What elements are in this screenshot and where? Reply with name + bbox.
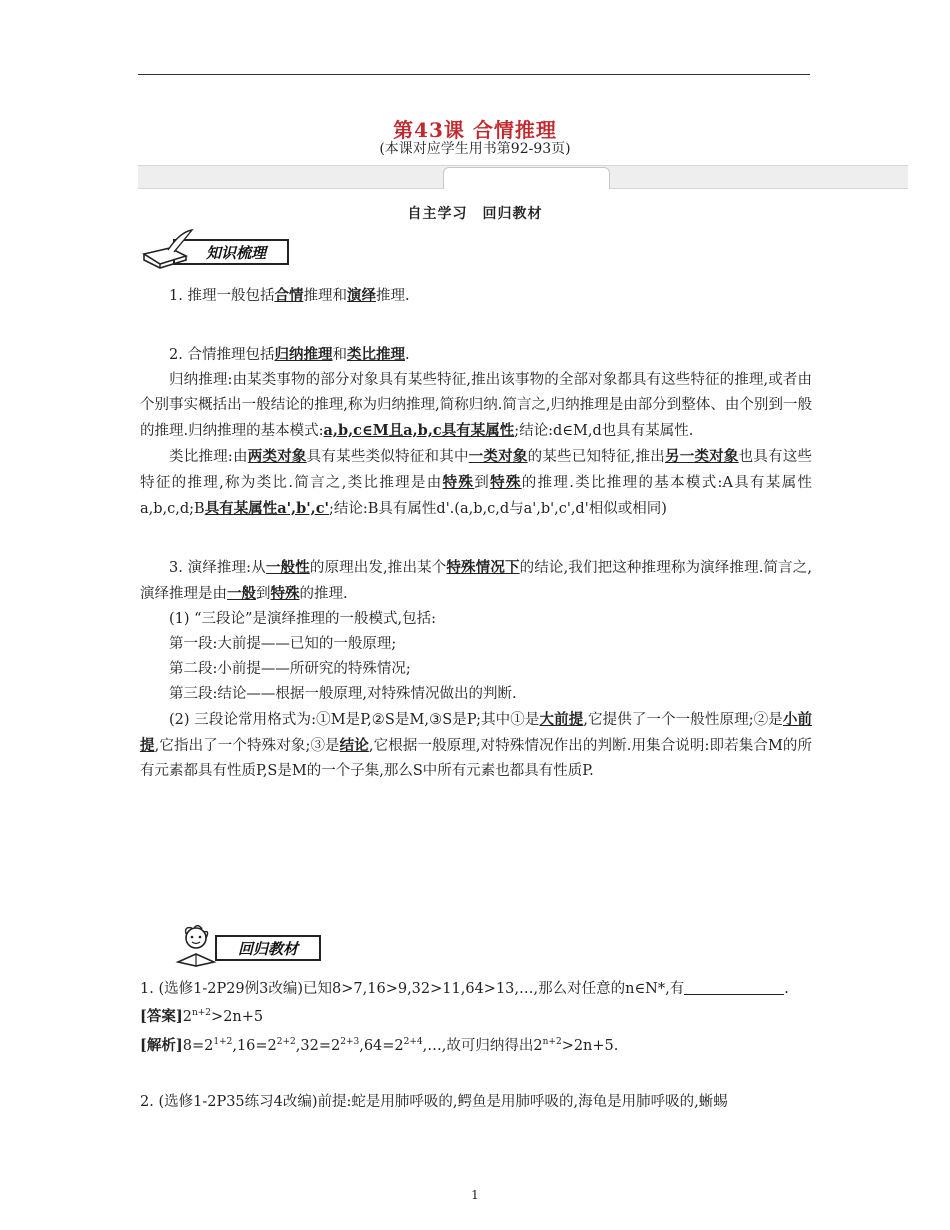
analysis-line: [解析]$8=2^{1+2},16=2^{2+2},32=2^{2+3},64=2^{2+4},\dots$,故可归纳得出$2^{n+2}>2n+5$.	[140, 1037, 619, 1054]
induction-paragraph: 归纳推理:由某类事物的部分对象具有某些特征,推出该事物的全部对象都具有这些特征的推理,或者由个别事实概括出一般结论的推理,称为归纳推理,简称归纳.简言之,归纳推理是由部分到整体、由个别到一般的推理.归纳推理的基本模式:a,b,c∈M且a,b,c具有某属性;结论:d∈M,d也具有某属性.	[140, 372, 812, 439]
syllogism-step-2: 第二段:小前提——所研究的特殊情况;	[169, 661, 411, 677]
question-1: 1. (选修1-2P29例3改编)已知8>7,16>9,32>11,64>13,…,那么对任意的n∈N*,有 .	[140, 981, 789, 997]
item-3: 3. 演绎推理:从一般性的原理出发,推出某个特殊情况下的结论,我们把这种推理称为演绎推理.简言之,演绎推理是由一般到特殊的推理.	[140, 559, 813, 602]
syllogism-format: (2) 三段论常用格式为:①M是P,②S是M,③S是P;其中①是大前提,它提供了一个一般性原理;②是小前提,它指出了一个特殊对象;③是结论,它根据一般原理,对特殊情况作出的判断.用集合说明:即若集合M的所有元素都具有性质P,S是M的一个子集,那么S中所有元素也都具有性质P.	[140, 711, 813, 779]
analogy-paragraph: 类比推理:由两类对象具有某些类似特征和其中一类对象的某些已知特征,推出另一类对象也具有这些特征的推理,称为类比.简言之,类比推理是由特殊到特殊的推理.类比推理的基本模式:A具有某属性a,b,c,d;B具有某属性a',b',c';结论:B具有属性d'.(a,b,c,d与a',b',c',d'相似或相同)	[140, 448, 813, 517]
reading-child-icon	[172, 924, 322, 968]
book-quill-icon	[140, 228, 290, 270]
svg-text:回归教材: 回归教材	[237, 940, 299, 958]
answer-blank	[684, 980, 784, 995]
knowledge-content	[140, 283, 812, 784]
answer-line: [答案]$2^{n+2}>2n+5$	[140, 1008, 264, 1025]
knowledge-badge	[140, 228, 290, 270]
review-badge	[172, 924, 322, 968]
svg-text:知识梳理: 知识梳理	[205, 244, 267, 262]
header-rule	[138, 74, 810, 75]
item-1: 1. 推理一般包括合情推理和演绎推理.	[169, 287, 410, 304]
syllogism-step-1: 第一段:大前提——已知的一般原理;	[169, 636, 397, 652]
lesson-title: 第43课 合情推理	[393, 118, 557, 142]
page-number: 1	[471, 1188, 479, 1202]
lesson-subtitle: (本课对应学生用书第92-93页)	[379, 141, 571, 157]
question-2: 2. (选修1-2P35练习4改编)前提:蛇是用肺呼吸的,鳄鱼是用肺呼吸的,海龟是用肺呼吸的,蜥蜴	[140, 1094, 728, 1110]
syllogism-intro: (1) “三段论”是演绎推理的一般模式,包括:	[169, 611, 436, 627]
answer-label: [答案]	[140, 1008, 183, 1025]
header-band-tab	[443, 167, 610, 189]
section-heading: 自主学习 回归教材	[407, 206, 543, 222]
item-2: 2. 合情推理包括归纳推理和类比推理.	[169, 346, 410, 363]
analysis-label: [解析]	[140, 1037, 183, 1054]
syllogism-step-3: 第三段:结论——根据一般原理,对特殊情况做出的判断.	[169, 686, 517, 702]
